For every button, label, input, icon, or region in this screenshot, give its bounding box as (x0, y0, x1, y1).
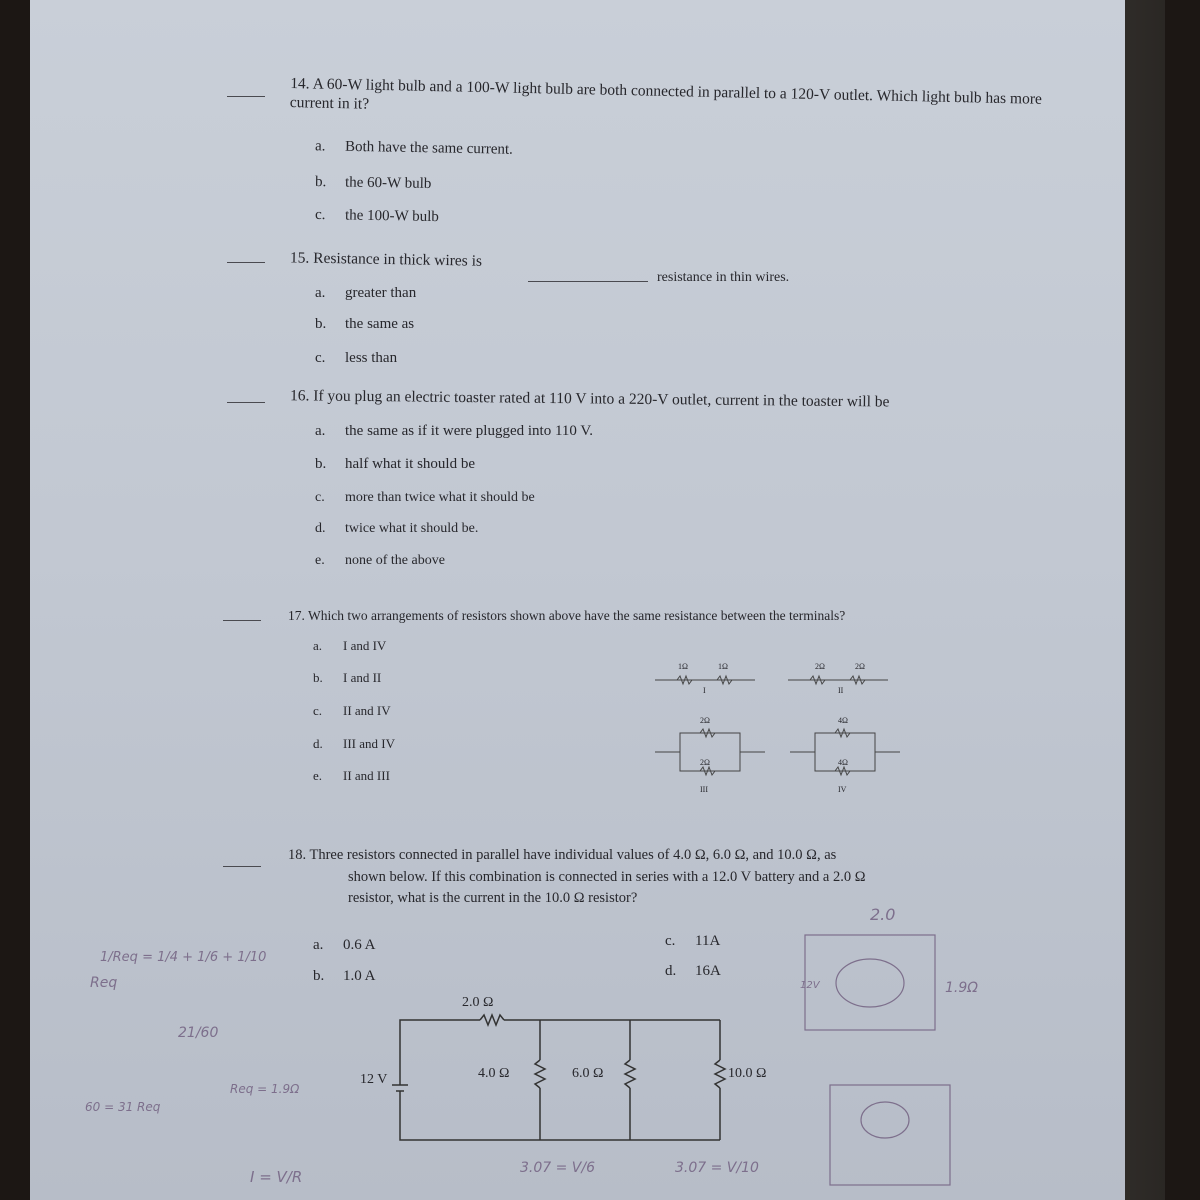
diagram-IV-label: IV (838, 785, 847, 794)
diagram-I-label: I (703, 686, 706, 695)
handwritten-req-formula: 1/Req = 1/4 + 1/6 + 1/10 (100, 950, 267, 965)
q14-option-b[interactable]: b. the 60-W bulb (314, 173, 432, 193)
q16-option-a[interactable]: a. the same as if it were plugged into 110 V. (315, 423, 594, 439)
q14-option-a[interactable]: a. Both have the same current. (314, 138, 513, 158)
diagram-IV-r1: 4Ω (838, 716, 848, 725)
q15-fill-blank (528, 281, 648, 282)
answer-blank-17[interactable] (223, 620, 261, 621)
q16-option-e[interactable]: e. none of the above (315, 553, 445, 568)
q18-circuit-diagram (400, 1015, 730, 1145)
q16-option-c[interactable]: c. more than twice what it should be (315, 490, 535, 505)
handwritten-12v: 12V (800, 980, 820, 991)
diagram-III-r1: 2Ω (700, 716, 710, 725)
question-18-stem-line2: shown below. If this combination is connected in series with a 12.0 V battery and a 2.0 Ω (348, 869, 866, 885)
answer-blank-15[interactable] (227, 262, 265, 263)
handwritten-note-10: 3.07 = V/10 (675, 1160, 759, 1176)
resistor-diagram-III (655, 725, 765, 780)
answer-blank-14[interactable] (227, 96, 265, 97)
q15-option-a[interactable]: a. greater than (315, 285, 417, 301)
handwritten-1.9ohm: 1.9Ω (945, 980, 978, 996)
q18-option-a[interactable]: a. 0.6 A (313, 937, 376, 953)
answer-blank-18[interactable] (223, 866, 261, 867)
q16-option-d[interactable]: d. twice what it should be. (315, 521, 479, 536)
q18-option-c[interactable]: c. 11A (665, 933, 721, 949)
handwritten-note-6: 3.07 = V/6 (520, 1160, 596, 1176)
handwritten-circuit-sketch (790, 925, 950, 1040)
question-16-stem: 16. If you plug an electric toaster rated at 110 V into a 220-V outlet, current in the toaster will be (289, 387, 890, 411)
handwritten-fraction: 21/60 (178, 1025, 219, 1041)
q18-r2-label: 6.0 Ω (572, 1066, 604, 1081)
q18-r1-label: 4.0 Ω (478, 1066, 510, 1081)
question-15-stem-end: resistance in thin wires. (657, 270, 790, 285)
diagram-III-r2: 2Ω (700, 758, 710, 767)
question-18-stem-line1: 18. Three resistors connected in parallel have individual values of 4.0 Ω, 6.0 Ω, and 10.0 Ω, as (288, 847, 837, 863)
q17-option-c[interactable]: c. II and IV (313, 703, 391, 718)
q18-r3-label: 10.0 Ω (728, 1066, 767, 1081)
handwritten-circuit-sketch-2 (820, 1075, 970, 1190)
q14-option-c[interactable]: c. the 100-W bulb (314, 206, 440, 226)
q18-battery-label: 12 V (360, 1072, 388, 1087)
q18-series-resistor-label: 2.0 Ω (462, 995, 494, 1010)
worksheet-page (30, 0, 1125, 1200)
q18-option-d[interactable]: d. 16A (665, 963, 721, 979)
question-18-stem-line3: resistor, what is the current in the 10.0 Ω resistor? (348, 890, 638, 906)
question-14-stem: 14. A 60-W light bulb and a 100-W light bulb are both connected in parallel to a 120-V outlet. Which light bulb has more current in it? (289, 75, 1043, 113)
diagram-III-label: III (700, 785, 708, 794)
diagram-II-label: II (838, 686, 844, 695)
q16-option-b[interactable]: b. half what it should be (315, 456, 475, 472)
diagram-II-r2: 2Ω (855, 662, 865, 671)
q18-option-b[interactable]: b. 1.0 A (313, 968, 376, 984)
q15-option-c[interactable]: c. less than (315, 350, 398, 366)
question-17-stem: 17. Which two arrangements of resistors shown above have the same resistance between the terminals? (288, 608, 846, 623)
diagram-I-r1: 1Ω (678, 662, 688, 671)
q17-option-d[interactable]: d. III and IV (313, 736, 395, 751)
answer-blank-16[interactable] (227, 402, 265, 403)
handwritten-2ohm: 2.0 (870, 905, 896, 924)
diagram-IV-r2: 4Ω (838, 758, 848, 767)
handwritten-note-60: 60 = 31 Req (85, 1100, 161, 1114)
q15-option-b[interactable]: b. the same as (315, 316, 415, 332)
q17-option-b[interactable]: b. I and II (313, 670, 382, 685)
handwritten-req: Req (90, 975, 118, 991)
diagram-II-r1: 2Ω (815, 662, 825, 671)
handwritten-ohms-law: I = V/R (250, 1168, 303, 1186)
q17-option-e[interactable]: e. II and III (313, 768, 390, 783)
handwritten-note-req: Req = 1.9Ω (230, 1082, 300, 1096)
resistor-diagram-IV (790, 725, 900, 780)
q17-option-a[interactable]: a. I and IV (313, 638, 387, 653)
diagram-I-r2: 1Ω (718, 662, 728, 671)
question-15-stem-start: 15. Resistance in thick wires is (289, 249, 483, 270)
